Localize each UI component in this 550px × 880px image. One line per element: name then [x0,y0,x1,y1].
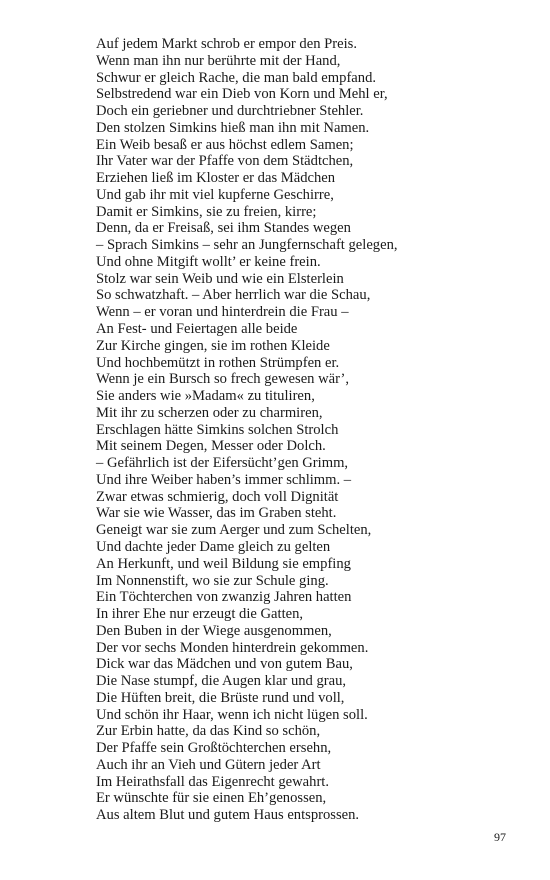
poem-line: Im Heirathsfall das Eigenrecht gewahrt. [96,773,330,790]
poem-line: Den Buben in der Wiege ausgenommen, [96,622,332,639]
poem-line: Zur Kirche gingen, sie im rothen Kleide [96,337,330,354]
page-number: 97 [494,830,506,844]
poem-line: Und hochbemützt in rothen Strümpfen er. [96,354,340,371]
poem-line: An Herkunft, und weil Bildung sie empfing [96,555,351,572]
poem-line: Zur Erbin hatte, da das Kind so schön, [96,723,321,740]
poem-text [96,36,516,824]
poem-line: Auf jedem Markt schrob er empor den Preis. [96,36,357,52]
poem-line: Und ihre Weiber haben’s immer schlimm. – [96,471,352,488]
poem-line: Schwur er gleich Rache, die man bald empfand. [96,69,377,86]
poem-line: Im Nonnenstift, wo sie zur Schule ging. [96,572,329,589]
poem-line: Erschlagen hätte Simkins solchen Strolch [96,421,339,438]
poem-line: Und dachte jeder Dame gleich zu gelten [96,538,331,555]
poem-line: Den stolzen Simkins hieß man ihn mit Namen. [96,119,370,136]
poem-line: Damit er Simkins, sie zu freien, kirre; [96,203,317,220]
poem-line: Wenn man ihn nur berührte mit der Hand, [96,52,341,69]
poem-line: – Sprach Simkins – sehr an Jungfernschaft gelegen, [96,237,398,254]
poem-line: Doch ein geriebner und durchtriebner Stehler. [96,103,364,120]
poem-line: Mit ihr zu scherzen oder zu charmiren, [96,404,323,421]
poem-line: Dick war das Mädchen und von gutem Bau, [96,656,353,673]
poem-line: Sie anders wie »Madam« zu tituliren, [96,388,315,405]
poem-line: Selbstredend war ein Dieb von Korn und Mehl er, [96,86,388,103]
poem-line: Aus altem Blut und gutem Haus entsprossen. [96,807,360,824]
poem-line: Und gab ihr mit viel kupferne Geschirre, [96,186,334,203]
poem-line: An Fest- und Feiertagen alle beide [96,321,298,338]
poem-line: Stolz war sein Weib und wie ein Elsterlein [96,270,344,287]
poem-line: Erziehen ließ im Kloster er das Mädchen [96,170,336,187]
poem-line: War sie wie Wasser, das im Graben steht. [96,505,337,522]
poem-line: Zwar etwas schmierig, doch voll Dignität [96,488,339,505]
poem-line: Der Pfaffe sein Großtöchterchen ersehn, [96,740,332,757]
poem-line: Geneigt war sie zum Aerger und zum Schelten, [96,522,372,539]
poem-line: Und schön ihr Haar, wenn ich nicht lügen soll. [96,706,368,723]
poem-line: Ein Weib besaß er aus höchst edlem Samen; [96,136,354,153]
poem-line: Mit seinem Degen, Messer oder Dolch. [96,438,326,455]
poem-line: Die Nase stumpf, die Augen klar und grau, [96,673,347,690]
poem-line: In ihrer Ehe nur erzeugt die Gatten, [96,606,304,623]
poem-line: Ihr Vater war der Pfaffe von dem Städtchen, [96,153,354,170]
poem-line: Wenn je ein Bursch so frech gewesen wär’, [96,371,350,388]
poem-line: Die Hüften breit, die Brüste rund und voll, [96,689,345,706]
poem-line: Der vor sechs Monden hinterdrein gekommen. [96,639,369,656]
poem-line: So schwatzhaft. – Aber herrlich war die Schau, [96,287,371,304]
poem-line: Ein Töchterchen von zwanzig Jahren hatten [96,589,352,606]
poem-line: Wenn – er voran und hinterdrein die Frau – [96,304,349,321]
poem-line: – Gefährlich ist der Eifersücht’gen Grimm, [96,455,349,472]
poem-line: Er wünschte für sie einen Eh’genossen, [96,790,327,807]
poem-line: Auch ihr an Vieh und Gütern jeder Art [96,756,321,773]
poem-line: Denn, da er Freisaß, sei ihm Standes wegen [96,220,351,237]
poem-line: Und ohne Mitgift wollt’ er keine frein. [96,253,321,270]
